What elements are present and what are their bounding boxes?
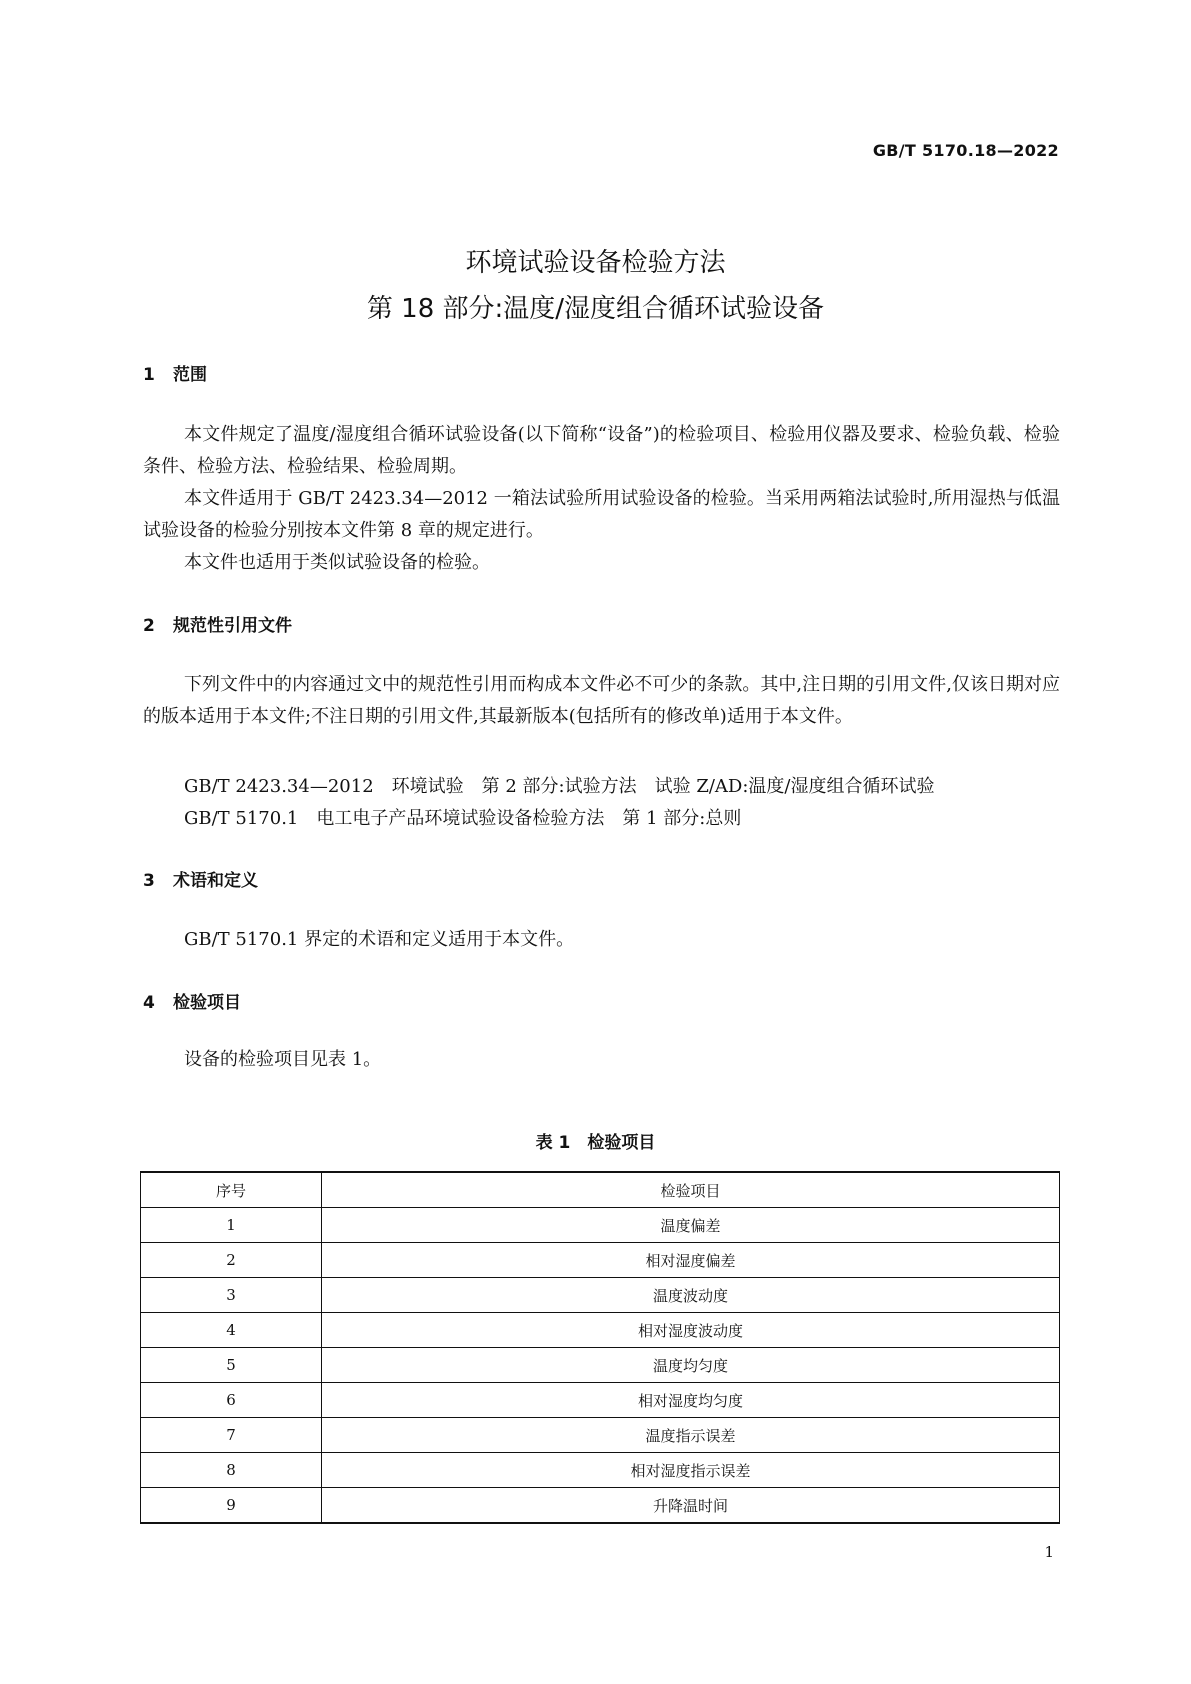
table-row [141,1383,1060,1418]
table-row [141,1208,1060,1243]
item-cell: 升降温时间 [322,1488,1060,1524]
serial-cell: 6 [141,1383,322,1418]
section-title: 检验项目 [173,993,241,1013]
section-number: 4 [143,993,155,1013]
section-heading-inspection-items [143,988,241,1013]
terms-paragraph: GB/T 5170.1 界定的术语和定义适用于本文件。 [184,929,575,950]
item-cell: 相对湿度均匀度 [322,1383,1060,1418]
table-row [141,1278,1060,1313]
section-number: 1 [143,365,155,385]
item-cell: 相对湿度指示误差 [322,1453,1060,1488]
scope-paragraph-3: 本文件也适用于类似试验设备的检验。 [184,552,490,573]
serial-cell: 3 [141,1278,322,1313]
serial-cell: 4 [141,1313,322,1348]
table-caption: 表 1 检验项目 [535,1133,656,1153]
document-title-line-1: 环境试验设备检验方法 [465,248,726,278]
item-cell: 温度波动度 [322,1278,1060,1313]
table-header-row [141,1172,1060,1208]
table-row [141,1313,1060,1348]
item-cell: 温度偏差 [322,1208,1060,1243]
serial-cell: 8 [141,1453,322,1488]
serial-cell: 7 [141,1418,322,1453]
table-row [141,1453,1060,1488]
serial-cell: 5 [141,1348,322,1383]
table-row [141,1348,1060,1383]
scope-paragraph-2: 本文件适用于 GB/T 2423.34—2012 一箱法试验所用试验设备的检验。当采用两箱法试验时,所用湿热与低温试验设备的检验分别按本文件第 8 章的规定进行。 [143,488,1060,541]
scope-paragraph-1: 本文件规定了温度/湿度组合循环试验设备(以下简称“设备”)的检验项目、检验用仪器及要求、检验负载、检验条件、检验方法、检验结果、检验周期。 [143,424,1060,477]
serial-cell: 9 [141,1488,322,1524]
references-intro-paragraph: 下列文件中的内容通过文中的规范性引用而构成本文件必不可少的条款。其中,注日期的引用文件,仅该日期对应的版本适用于本文件;不注日期的引用文件,其最新版本(包括所有的修改单)适用于本文件。 [143,674,1060,727]
item-cell: 相对湿度偏差 [322,1243,1060,1278]
item-cell: 相对湿度波动度 [322,1313,1060,1348]
column-header-serial: 序号 [141,1172,322,1208]
inspection-items-paragraph: 设备的检验项目见表 1。 [184,1049,382,1070]
table-row [141,1243,1060,1278]
section-heading-terms-definitions [143,866,258,891]
standard-number: GB/T 5170.18—2022 [872,141,1059,160]
page-number: 1 [1044,1543,1054,1561]
section-title: 规范性引用文件 [173,616,292,636]
section-title: 范围 [173,365,207,385]
section-title: 术语和定义 [173,871,258,891]
serial-cell: 1 [141,1208,322,1243]
document-title-line-2: 第 18 部分:温度/湿度组合循环试验设备 [366,294,825,324]
section-number: 3 [143,871,155,891]
section-number: 2 [143,616,155,636]
item-cell: 温度均匀度 [322,1348,1060,1383]
serial-cell: 2 [141,1243,322,1278]
reference-item: GB/T 5170.1 电工电子产品环境试验设备检验方法 第 1 部分:总则 [184,808,742,829]
column-header-item: 检验项目 [322,1172,1060,1208]
table-row [141,1418,1060,1453]
reference-item: GB/T 2423.34—2012 环境试验 第 2 部分:试验方法 试验 Z/AD:温度/湿度组合循环试验 [184,776,935,797]
table-row [141,1488,1060,1524]
section-heading-normative-references [143,611,292,636]
item-cell: 温度指示误差 [322,1418,1060,1453]
section-heading-scope [143,360,207,385]
inspection-items-table [140,1171,1060,1524]
